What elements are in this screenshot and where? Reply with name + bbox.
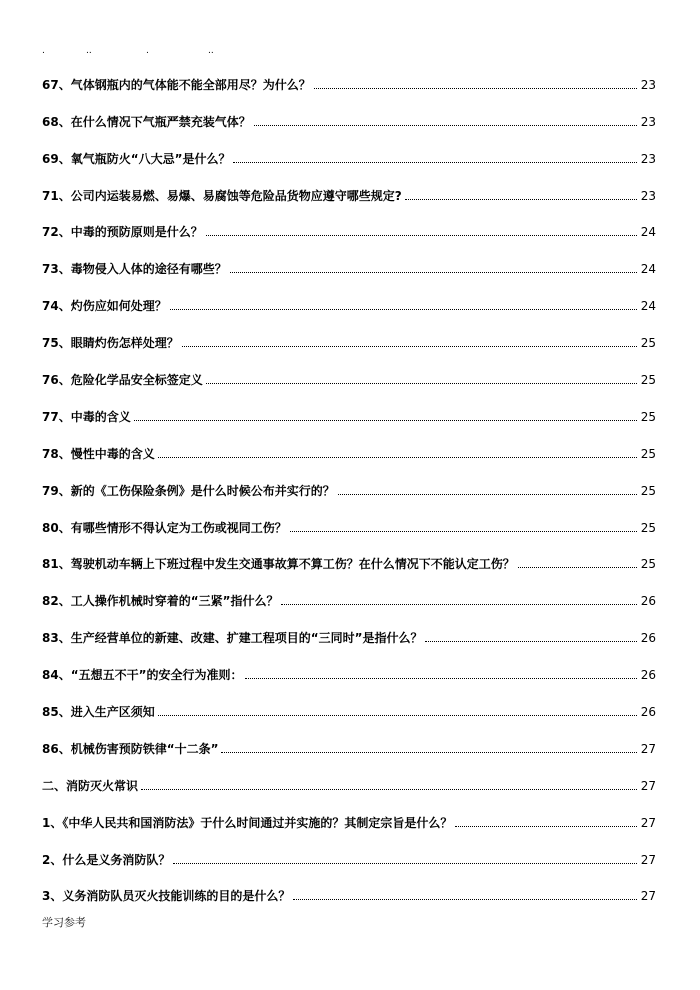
toc-entry-page-number: 23: [640, 188, 656, 203]
toc-entry-title: 73、毒物侵入人体的途径有哪些？: [42, 262, 227, 277]
header-mark: .: [42, 46, 45, 56]
header-mark: ..: [86, 46, 92, 56]
toc-entry-title: 71、公司内运装易燃、易爆、易腐蚀等危险品货物应遵守哪些规定?: [42, 188, 402, 203]
toc-entry-page-number: 27: [640, 852, 656, 867]
toc-entry[interactable]: [42, 767, 656, 804]
toc-entry-title: 68、在什么情况下气瓶严禁充装气体？: [42, 114, 251, 129]
dot-leader: [254, 125, 637, 126]
dot-leader: [170, 309, 637, 310]
toc-entry-page-number: 24: [640, 225, 656, 240]
toc-entry-title: 82、工人操作机械时穿着的“三紧”指什么？: [42, 594, 279, 609]
toc-entry-page-number: 27: [640, 778, 656, 793]
toc-entry-page-number: 27: [640, 741, 656, 756]
toc-entry[interactable]: [42, 546, 656, 583]
dot-leader: [281, 604, 637, 605]
toc-entry-page-number: 25: [640, 520, 656, 535]
toc-entry[interactable]: [42, 730, 656, 767]
toc-entry-title: 67、气体钢瓶内的气体能不能全部用尽？为什么？: [42, 77, 311, 92]
toc-entry[interactable]: [42, 841, 656, 878]
toc-entry[interactable]: [42, 250, 656, 287]
toc-entry-page-number: 25: [640, 373, 656, 388]
toc-entry-title: 86、机械伤害预防铁律“十二条”: [42, 741, 219, 756]
toc-entry-title: 79、新的《工伤保险条例》是什么时候公布并实行的？: [42, 483, 335, 498]
table-of-contents: [42, 66, 656, 914]
toc-entry-title: 81、驾驶机动车辆上下班过程中发生交通事故算不算工伤？在什么情况下不能认定工伤？: [42, 557, 515, 572]
dot-leader: [338, 494, 637, 495]
toc-entry-title: 76、危险化学品安全标签定义: [42, 373, 203, 388]
header-mark: ..: [208, 46, 214, 56]
toc-entry-title: 二、消防灭火常识: [42, 778, 139, 793]
toc-entry[interactable]: [42, 582, 656, 619]
dot-leader: [206, 383, 637, 384]
toc-entry[interactable]: [42, 804, 656, 841]
toc-entry[interactable]: [42, 693, 656, 730]
toc-entry-title: 75、眼睛灼伤怎样处理？: [42, 336, 179, 351]
toc-entry-page-number: 27: [640, 889, 656, 904]
toc-entry[interactable]: [42, 324, 656, 361]
toc-entry-title: 83、生产经营单位的新建、改建、扩建工程项目的“三同时”是指什么？: [42, 631, 423, 646]
toc-entry[interactable]: [42, 361, 656, 398]
toc-entry-title: 1、《中华人民共和国消防法》于什么时间通过并实施的？其制定宗旨是什么？: [42, 815, 453, 830]
toc-entry-title: 69、氧气瓶防火“八大忌”是什么？: [42, 151, 231, 166]
toc-entry[interactable]: [42, 177, 656, 214]
toc-entry-page-number: 25: [640, 557, 656, 572]
toc-entry-page-number: 25: [640, 336, 656, 351]
dot-leader: [293, 899, 637, 900]
toc-entry-page-number: 23: [640, 151, 656, 166]
toc-entry-page-number: 26: [640, 668, 656, 683]
toc-entry-title: 74、灼伤应如何处理？: [42, 299, 167, 314]
dot-leader: [206, 235, 637, 236]
toc-entry[interactable]: [42, 656, 656, 693]
toc-entry-page-number: 24: [640, 299, 656, 314]
toc-entry[interactable]: [42, 619, 656, 656]
dot-leader: [182, 346, 637, 347]
dot-leader: [221, 752, 637, 753]
toc-entry-page-number: 25: [640, 409, 656, 424]
dot-leader: [314, 88, 637, 89]
toc-entry-page-number: 26: [640, 631, 656, 646]
dot-leader: [425, 641, 637, 642]
dot-leader: [173, 863, 637, 864]
toc-entry-title: 84、“五想五不干”的安全行为准则：: [42, 668, 243, 683]
dot-leader: [141, 789, 637, 790]
toc-entry-page-number: 26: [640, 705, 656, 720]
dot-leader: [158, 715, 637, 716]
dot-leader: [405, 199, 637, 200]
dot-leader: [518, 567, 637, 568]
toc-entry-page-number: 26: [640, 594, 656, 609]
toc-entry[interactable]: [42, 435, 656, 472]
toc-entry[interactable]: [42, 66, 656, 103]
toc-entry[interactable]: [42, 103, 656, 140]
toc-entry-title: 2、什么是义务消防队？: [42, 852, 171, 867]
dot-leader: [290, 531, 637, 532]
dot-leader: [158, 457, 637, 458]
dot-leader: [455, 826, 637, 827]
toc-entry-page-number: 23: [640, 77, 656, 92]
toc-entry[interactable]: [42, 287, 656, 324]
toc-entry[interactable]: [42, 140, 656, 177]
toc-entry[interactable]: [42, 214, 656, 251]
dot-leader: [230, 272, 637, 273]
toc-entry-title: 3、义务消防队员灭火技能训练的目的是什么？: [42, 889, 291, 904]
header-marks: [42, 44, 662, 58]
toc-entry-title: 72、中毒的预防原则是什么？: [42, 225, 203, 240]
dot-leader: [134, 420, 637, 421]
header-mark: .: [146, 46, 149, 56]
toc-entry-page-number: 25: [640, 446, 656, 461]
toc-entry-page-number: 27: [640, 815, 656, 830]
toc-entry-title: 85、进入生产区须知: [42, 705, 155, 720]
toc-entry-title: 77、中毒的含义: [42, 409, 131, 424]
page-footer: 学习参考: [42, 916, 86, 929]
toc-entry-title: 80、有哪些情形不得认定为工伤或视同工伤？: [42, 520, 287, 535]
toc-entry-page-number: 25: [640, 483, 656, 498]
toc-entry[interactable]: [42, 472, 656, 509]
toc-entry[interactable]: [42, 878, 656, 915]
toc-entry-title: 78、慢性中毒的含义: [42, 446, 155, 461]
toc-entry-page-number: 24: [640, 262, 656, 277]
dot-leader: [245, 678, 637, 679]
toc-entry[interactable]: [42, 509, 656, 546]
toc-entry-page-number: 23: [640, 114, 656, 129]
toc-entry[interactable]: [42, 398, 656, 435]
dot-leader: [233, 162, 637, 163]
